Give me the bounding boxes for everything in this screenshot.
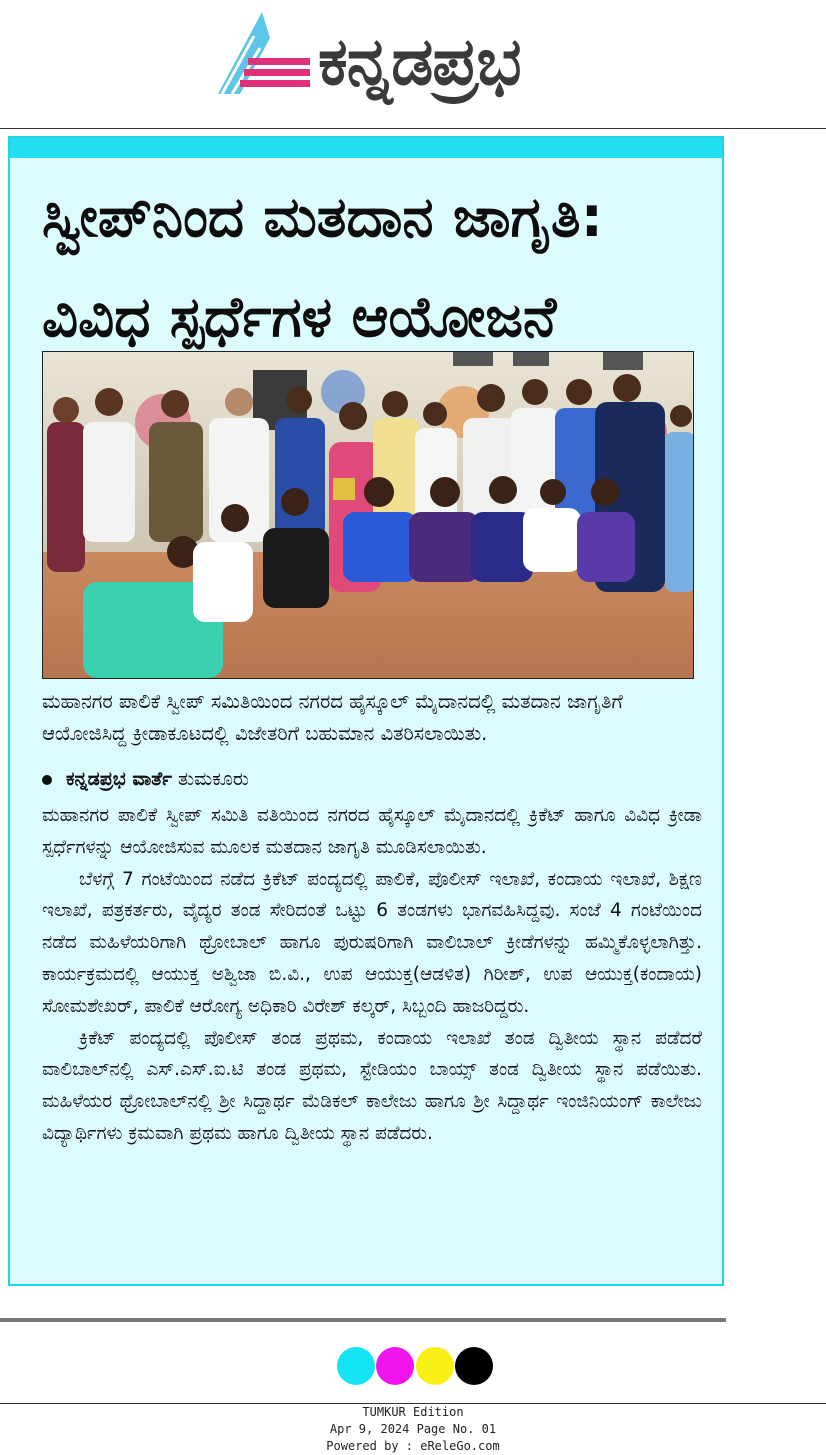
page-bottom-rule (0, 1318, 726, 1322)
article-photo (42, 351, 694, 679)
yellow-registration-dot (416, 1347, 454, 1385)
bullet-icon (42, 775, 52, 785)
black-registration-dot (455, 1347, 493, 1385)
magenta-registration-dot (376, 1347, 414, 1385)
footer-date-page: Apr 9, 2024 Page No. 01 (329, 1422, 497, 1436)
article-paragraph-3: ಕ್ರಿಕೆಟ್ ಪಂದ್ಯದಲ್ಲಿ ಪೊಲೀಸ್ ತಂಡ ಪ್ರಥಮ, ಕಂದಾಯ ಇಲಾಖೆ ತಂಡ ದ್ವಿತೀಯ ಸ್ಥಾನ ಪಡೆದರೆ ವಾಲಿಬಾಲ್‌ನಲ್ಲಿ ಎಸ್.ಎಸ್.ಐ.ಟಿ ತಂಡ ಪ್ರಥಮ, ಸ್ಟೇಡಿಯಂ ಬಾಯ್ಸ್ ತಂಡ ದ್ವಿತೀಯ ಸ್ಥಾನ ಪಡೆಯಿತು. ಮಹಿಳೆಯರ ಥ್ರೋಬಾಲ್‌ನಲ್ಲಿ ಶ್ರೀ ಸಿದ್ದಾರ್ಥ ಮೆಡಿಕಲ್ ಕಾಲೇಜು ಹಾಗೂ ಶ್ರೀ ಸಿದ್ದಾರ್ಥ ಇಂಜಿನಿಯಂಗ್ ಕಾಲೇಜು ವಿದ್ಯಾರ್ಥಿಗಳು ಕ್ರಮವಾಗಿ ಪ್ರಥಮ ಹಾಗೂ ದ್ವಿತೀಯ ಸ್ಥಾನ ಪಡೆದರು. (42, 1027, 702, 1144)
article-paragraph-2: ಬೆಳಗ್ಗೆ 7 ಗಂಟೆಯಿಂದ ನಡೆದ ಕ್ರಿಕೆಟ್ ಪಂದ್ಯದಲ್ಲಿ ಪಾಲಿಕೆ, ಪೊಲೀಸ್ ಇಲಾಖೆ, ಕಂದಾಯ ಇಲಾಖೆ, ಶಿಕ್ಷಣ ಇಲಾಖೆ, ಪತ್ರಕರ್ತರು, ವೈದ್ಯರ ತಂಡ ಸೇರಿದಂತೆ ಒಟ್ಟು 6 ತಂಡಗಳು ಭಾಗವಹಿಸಿದ್ದವು. ಸಂಜೆ 4 ಗಂಟೆಯಿಂದ ನಡೆದ ಮಹಿಳೆಯರಿಗಾಗಿ ಥ್ರೋಬಾಲ್ ಹಾಗೂ ಪುರುಷರಿಗಾಗಿ ವಾಲಿಬಾಲ್ ಕ್ರೀಡೆಗಳನ್ನು ಹಮ್ಮಿಕೊಳ್ಳಲಾಗಿತ್ತು. ಕಾರ್ಯಕ್ರಮದಲ್ಲಿ ಆಯುಕ್ತ ಅಶ್ವಿಜಾ ಬಿ.ವಿ., ಉಪ ಆಯುಕ್ತ(ಆಡಳಿತ) ಗಿರೀಶ್, ಉಪ ಆಯುಕ್ತ(ಕಂದಾಯ) ಸೋಮಶೇಖರ್, ಪಾಲಿಕೆ ಆರೋಗ್ಯ ಅಧಿಕಾರಿ ವಿರೇಶ್ ಕಲ್ಕರ್, ಸಿಬ್ಬಂದಿ ಹಾಜರಿದ್ದರು. (42, 868, 702, 1017)
newspaper-logo-text: ಕನ್ನಡಪ್ರಭ (318, 23, 521, 100)
byline-source: ಕನ್ನಡಪ್ರಭ ವಾರ್ತೆ (66, 768, 172, 790)
photo-caption: ಮಹಾನಗರ ಪಾಲಿಕೆ ಸ್ವೀಪ್ ಸಮಿತಿಯಿಂದ ನಗರದ ಹೈಸ್ಕೂಲ್ ಮೈದಾನದಲ್ಲಿ ಮತದಾನ ಜಾಗೃತಿಗೆ ಆಯೋಜಿಸಿದ್ದ ಕ್ರೀಡಾಕೂಟದಲ್ಲಿ ವಿಜೇತರಿಗೆ ಬಹುಮಾನ ವಿತರಿಸಲಾಯಿತು. (42, 690, 623, 745)
team-group-photo-icon (43, 352, 694, 679)
article-headline (42, 168, 712, 368)
masthead-divider (0, 128, 826, 129)
headline-line-2: ವಿವಿಧ ಸ್ಪರ್ಧೆಗಳ ಆಯೋಜನೆ (42, 285, 557, 350)
headline-line-1: ಸ್ವೀಪ್‌ನಿಂದ ಮತದಾನ ಜಾಗೃತಿ: (42, 185, 603, 250)
kannadaprabha-logo-icon (218, 12, 314, 96)
article-top-bar (10, 138, 722, 158)
footer-powered-by: Powered by : eReleGo.com (326, 1439, 500, 1453)
article-byline (42, 762, 249, 796)
article-body (42, 800, 702, 1150)
masthead (0, 0, 826, 128)
article-box (8, 136, 724, 1286)
footer-edition: TUMKUR Edition (362, 1405, 464, 1419)
cyan-registration-dot (337, 1347, 375, 1385)
article-paragraph-1: ಮಹಾನಗರ ಪಾಲಿಕೆ ಸ್ವೀಪ್ ಸಮಿತಿ ವತಿಯಿಂದ ನಗರದ ಹೈಸ್ಕೂಲ್ ಮೈದಾನದಲ್ಲಿ ಕ್ರಿಕೆಟ್ ಹಾಗೂ ವಿವಿಧ ಕ್ರೀಡಾ ಸ್ಪರ್ಧೆಗಳನ್ನು ಆಯೋಜಿಸುವ ಮೂಲಕ ಮತದಾನ ಜಾಗೃತಿ ಮೂಡಿಸಲಾಯಿತು. (42, 805, 702, 858)
byline-place: ತುಮಕೂರು (178, 768, 249, 790)
